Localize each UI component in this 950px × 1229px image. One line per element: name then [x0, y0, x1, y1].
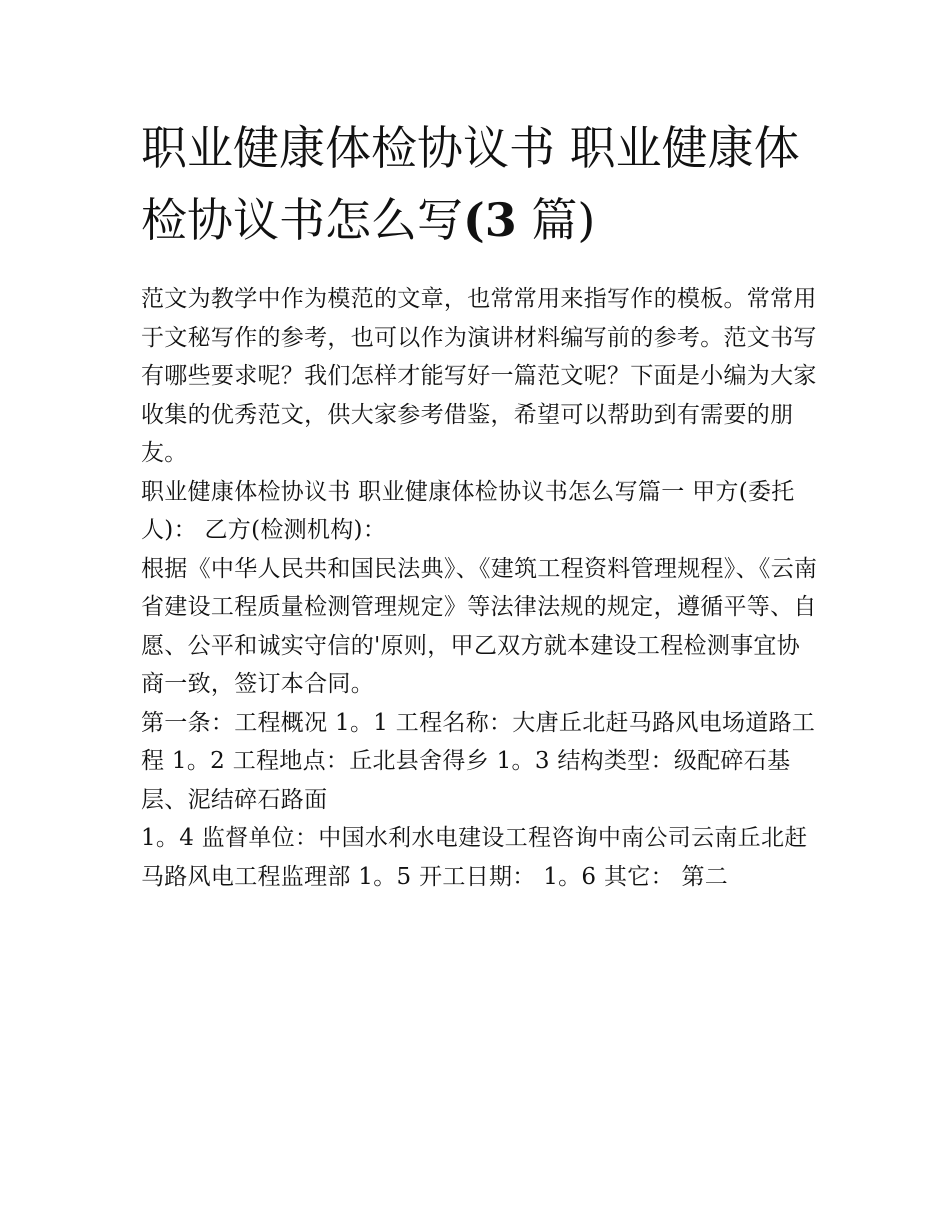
intro-paragraph: 范文为教学中作为模范的文章，也常常用来指写作的模板。常常用于文秘写作的参考，也可以作为演讲材料编写前的参考。范文书写有哪些要求呢？我们怎样才能写好一篇范文呢？下面是小编为大家收集的优秀范文，供大家参考借鉴，希望可以帮助到有需要的朋友。	[141, 286, 817, 466]
parties-paragraph: 职业健康体检协议书 职业健康体检协议书怎么写篇一 甲方(委托人)： 乙方(检测机构)：	[141, 478, 795, 543]
clause-one-paragraph: 第一条：工程概况 1。1 工程名称：大唐丘北赶马路风电场道路工程 1。2 工程地点：丘北县舍得乡 1。3 结构类型：级配碎石基层、泥结碎石路面	[141, 709, 816, 813]
clause-one-continued-paragraph: 1。4 监督单位：中国水利水电建设工程咨询中南公司云南丘北赶马路风电工程监理部 1。5 开工日期： 1。6 其它： 第二	[141, 825, 808, 890]
basis-paragraph: 根据《中华人民共和国民法典》、《建筑工程资料管理规程》、《云南省建设工程质量检测管理规定》等法律法规的规定，遵循平等、自愿、公平和诚实守信的'原则，甲乙双方就本建设工程检测事宜协商一致，签订本合同。	[141, 555, 818, 697]
document-body	[141, 280, 821, 896]
document-title	[141, 112, 831, 256]
title-suffix: 篇)	[516, 193, 596, 247]
title-count: (3	[463, 193, 517, 247]
title-text: 职业健康体检协议书 职业健康体检协议书怎么写	[141, 121, 800, 247]
